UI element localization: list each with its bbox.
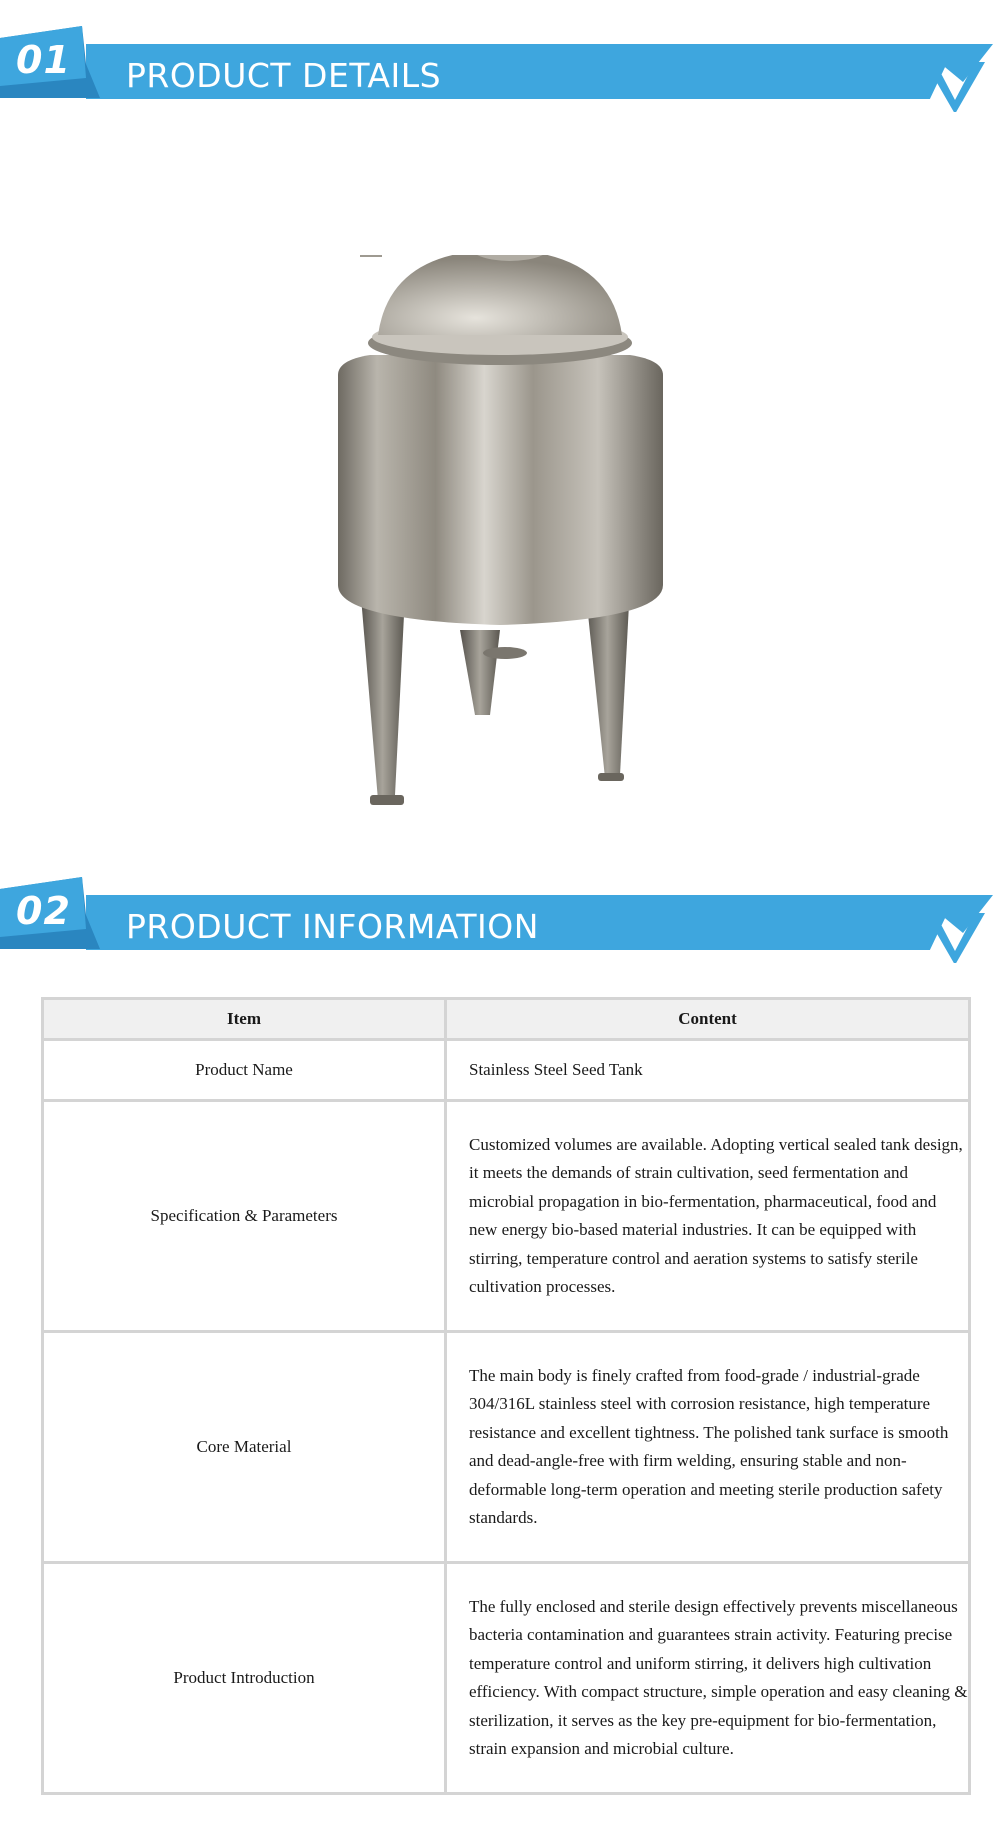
product-info-table xyxy=(41,997,971,1795)
section-title: PRODUCT DETAILS xyxy=(126,56,442,95)
chevron-down-icon xyxy=(915,893,995,963)
row-item-label: Product Introduction xyxy=(43,1563,446,1794)
table-row xyxy=(43,1563,970,1794)
row-content-text: The fully enclosed and sterile design effectively prevents miscellaneous bacteria contamination and guarantees strain activity. Featuring precise temperature control and uniform stirring, it delivers high cultivation efficiency. With compact structure, simple operation and easy cleaning & sterilization, it serves as the key pre-equipment for bio-fermentation, strain expansion and microbial culture. xyxy=(446,1563,970,1794)
table-row xyxy=(43,1101,970,1332)
chevron-down-icon xyxy=(915,42,995,112)
row-content-text: Customized volumes are available. Adopting vertical sealed tank design, it meets the demands of strain cultivation, seed fermentation and microbial propagation in bio-fermentation, pharmaceutical, food and new energy bio-based material industries. It can be equipped with stirring, temperature control and aeration systems to satisfy sterile cultivation processes. xyxy=(446,1101,970,1332)
section-header-information xyxy=(0,877,1000,957)
product-image xyxy=(330,255,670,815)
column-header-content: Content xyxy=(446,999,970,1040)
table-row xyxy=(43,1040,970,1101)
row-content-text: The main body is finely crafted from food-grade / industrial-grade 304/316L stainless steel with corrosion resistance, high temperature resistance and excellent tightness. The polished tank surface is smooth and dead-angle-free with firm welding, ensuring stable and non-deformable long-term operation and meeting sterile production safety standards. xyxy=(446,1332,970,1563)
section-number: 01 xyxy=(16,38,71,82)
section-title: PRODUCT INFORMATION xyxy=(126,907,539,946)
section-number: 02 xyxy=(16,889,71,933)
table-header-row xyxy=(43,999,970,1040)
row-item-label: Core Material xyxy=(43,1332,446,1563)
row-item-label: Product Name xyxy=(43,1040,446,1101)
row-content-text: Stainless Steel Seed Tank xyxy=(446,1040,970,1101)
row-item-label: Specification & Parameters xyxy=(43,1101,446,1332)
column-header-item: Item xyxy=(43,999,446,1040)
table-row xyxy=(43,1332,970,1563)
section-header-details xyxy=(0,26,1000,106)
